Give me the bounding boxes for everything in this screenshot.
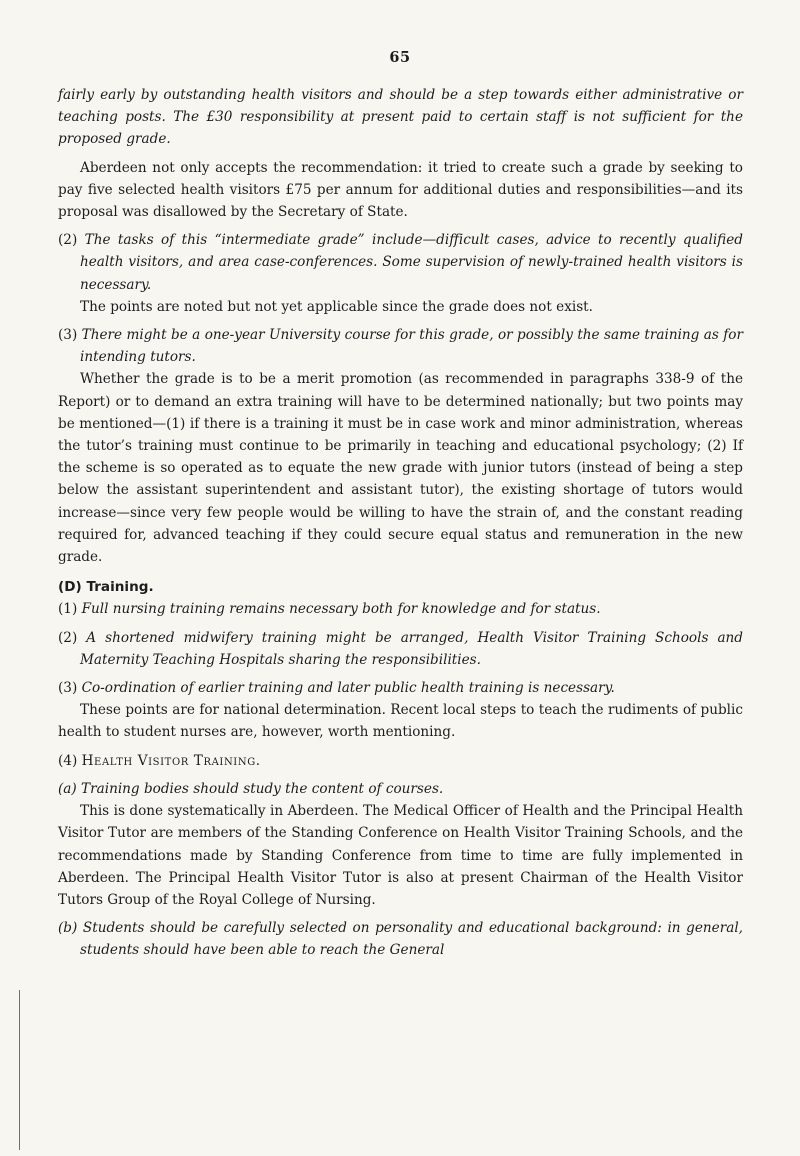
training-point-text: Full nursing training remains necessary both for knowledge and for status.: [81, 601, 601, 618]
section-d-heading: (D) Training.: [58, 579, 154, 596]
page-number: 65: [389, 49, 411, 66]
training-point-text: Co-ordination of earlier training and later public health training is necessary.: [81, 680, 615, 697]
hv-training-text: Health Visitor Training.: [81, 752, 261, 769]
sub-b-number: (b): [58, 920, 78, 937]
point-2: [58, 229, 743, 296]
scan-margin-line: [19, 990, 20, 1150]
training-point-2: [58, 627, 743, 671]
training-point-text: A shortened midwifery training might be arranged, Health Visitor Training Schools and Maternity Teaching Hospitals sharing the responsibilities.: [80, 629, 744, 668]
sub-point-a: [58, 778, 743, 800]
hv-training-number: (4): [58, 752, 78, 769]
sub-a-text: Training bodies should study the content of courses.: [81, 780, 444, 797]
point-3: [58, 324, 743, 368]
health-visitor-training-heading: [58, 750, 743, 772]
sub-a-number: (a): [58, 780, 77, 797]
training-point-number: (3): [58, 680, 78, 697]
point-2-note: The points are noted but not yet applicable since the grade does not exist.: [80, 298, 593, 315]
aberdeen-response: Aberdeen not only accepts the recommendation: it tried to create such a grade by seeking to pay five selected health visitors £75 per annum for additional duties and responsibilities—and its proposal was disallowed by the Secretary of State.: [58, 159, 743, 221]
point-2-text: The tasks of this “intermediate grade” include—difficult cases, advice to recently qualified health visitors, and area case-conferences. Some supervision of newly-trained health visitors is necessary.: [80, 232, 743, 293]
training-point-number: (1): [58, 601, 78, 618]
intro-paragraph: fairly early by outstanding health visitors and should be a step towards either administrative or teaching posts. The £30 responsibility at present paid to certain staff is not sufficient for the proposed grade.: [58, 87, 743, 148]
sub-a-note: This is done systematically in Aberdeen. The Medical Officer of Health and the Principal Health Visitor Tutor are members of the Standing Conference on Health Visitor Training Schools, and the recommendations made by Standing Conference from time to time are fully implemented in Aberdeen. The Principal Health Visitor Tutor is also at present Chairman of the Health Visitor Tutors Group of the Royal College of Nursing.: [58, 803, 743, 908]
training-point-1: [58, 598, 743, 620]
point-3-number: (3): [58, 327, 78, 344]
sub-point-b: [58, 917, 743, 961]
document-body: [58, 84, 743, 962]
point-2-number: (2): [58, 232, 78, 249]
sub-b-text: Students should be carefully selected on personality and educational background: in general, students should have been able to reach the General: [80, 920, 743, 959]
training-point-3: [58, 677, 743, 699]
training-point-number: (2): [58, 629, 78, 646]
training-note: These points are for national determination. Recent local steps to teach the rudiments of public health to student nurses are, however, worth mentioning.: [58, 702, 743, 741]
point-3-note: Whether the grade is to be a merit promotion (as recommended in paragraphs 338-9 of the Report) or to demand an extra training will have to be determined nationally; but two points may be mentioned—(1) if there is a training it must be in case work and minor administration, whereas the tutor’s training must continue to be primarily in teaching and educational psychology; (2) If the scheme is so operated as to equate the new grade with junior tutors (instead of being a step below the assistant superintendent and assistant tutor), the existing shortage of tutors would increase—since very few people would be willing to have the strain of, and the constant reading required for, advanced teaching if they could secure equal status and remuneration in the new grade.: [58, 371, 743, 566]
point-3-text: There might be a one-year University course for this grade, or possibly the same training as for intending tutors.: [80, 327, 743, 366]
